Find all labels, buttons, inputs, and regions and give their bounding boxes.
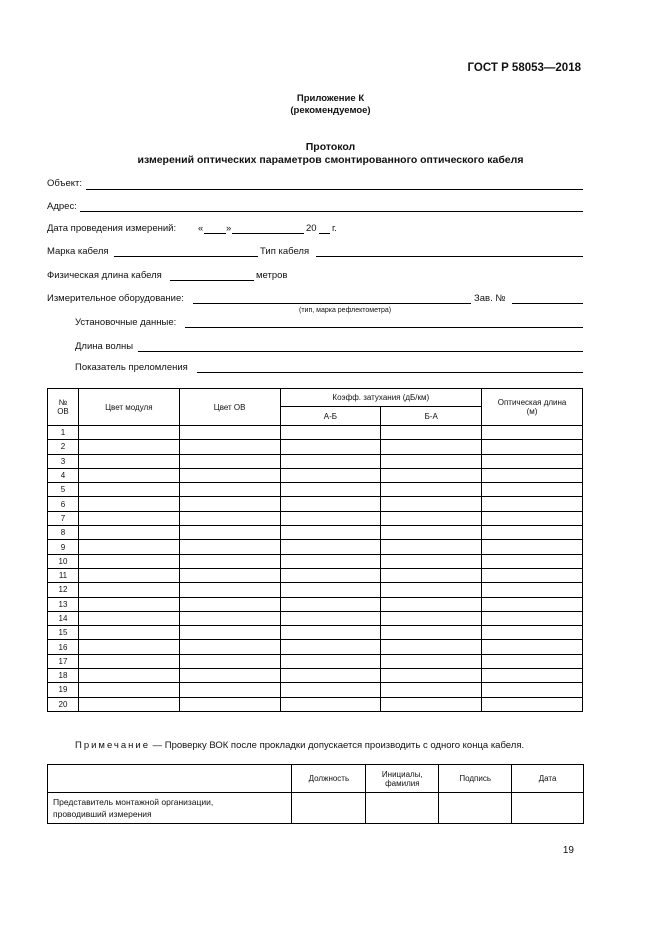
atten-ba-cell[interactable] bbox=[381, 554, 482, 568]
atten-ab-cell[interactable] bbox=[280, 511, 381, 525]
fiber-color-cell[interactable] bbox=[179, 426, 280, 440]
fiber-color-cell[interactable] bbox=[179, 468, 280, 482]
atten-ab-cell[interactable] bbox=[280, 626, 381, 640]
appendix-heading bbox=[0, 93, 661, 117]
atten-ab-cell[interactable] bbox=[280, 454, 381, 468]
appendix-title: Приложение К bbox=[296, 93, 365, 104]
physical-length-field[interactable] bbox=[170, 280, 254, 281]
col-fiber-number-line1: № bbox=[58, 398, 68, 407]
module-color-cell[interactable] bbox=[78, 554, 179, 568]
fiber-number-cell: 19 bbox=[48, 683, 79, 697]
module-color-cell[interactable] bbox=[78, 540, 179, 554]
optical-length-cell[interactable] bbox=[482, 683, 583, 697]
atten-ba-cell[interactable] bbox=[381, 526, 482, 540]
serial-field[interactable] bbox=[512, 303, 583, 304]
equipment-label: Измерительное оборудование: bbox=[47, 293, 184, 304]
atten-ba-cell[interactable] bbox=[381, 454, 482, 468]
sig-signature-cell[interactable] bbox=[439, 793, 512, 824]
fiber-number-cell: 3 bbox=[48, 454, 79, 468]
sig-col-initials bbox=[366, 765, 439, 793]
equipment-hint: (тип, марка рефлектометра) bbox=[299, 307, 392, 314]
date-year-prefix: 20 bbox=[306, 223, 317, 234]
protocol-subtitle: измерений оптических параметров смонтированного оптического кабеля bbox=[137, 154, 524, 166]
table-row bbox=[48, 483, 583, 497]
table-row bbox=[48, 426, 583, 440]
atten-ba-cell[interactable] bbox=[381, 583, 482, 597]
module-color-cell[interactable] bbox=[78, 497, 179, 511]
table-row bbox=[48, 640, 583, 654]
atten-ab-cell[interactable] bbox=[280, 640, 381, 654]
atten-ab-cell[interactable] bbox=[280, 483, 381, 497]
col-atten-ba: Б-А bbox=[381, 407, 482, 426]
date-close-quote: » bbox=[226, 223, 232, 234]
optical-length-cell[interactable] bbox=[482, 440, 583, 454]
optical-length-cell[interactable] bbox=[482, 626, 583, 640]
atten-ba-cell[interactable] bbox=[381, 611, 482, 625]
fiber-color-cell[interactable] bbox=[179, 440, 280, 454]
fiber-color-cell[interactable] bbox=[179, 583, 280, 597]
fiber-color-cell[interactable] bbox=[179, 497, 280, 511]
fiber-number-cell: 17 bbox=[48, 654, 79, 668]
optical-length-cell[interactable] bbox=[482, 526, 583, 540]
table-row bbox=[48, 440, 583, 454]
module-color-cell[interactable] bbox=[78, 640, 179, 654]
object-label: Объект: bbox=[47, 178, 82, 189]
table-row bbox=[48, 454, 583, 468]
optical-length-cell[interactable] bbox=[482, 497, 583, 511]
module-color-cell[interactable] bbox=[78, 626, 179, 640]
module-color-cell[interactable] bbox=[78, 468, 179, 482]
atten-ab-cell[interactable] bbox=[280, 654, 381, 668]
optical-length-cell[interactable] bbox=[482, 697, 583, 711]
sig-date-cell[interactable] bbox=[512, 793, 584, 824]
table-row bbox=[48, 497, 583, 511]
atten-ab-cell[interactable] bbox=[280, 697, 381, 711]
optical-length-cell[interactable] bbox=[482, 483, 583, 497]
object-field[interactable] bbox=[86, 189, 583, 190]
atten-ba-cell[interactable] bbox=[381, 483, 482, 497]
date-year-field[interactable] bbox=[319, 233, 330, 234]
sig-header-blank bbox=[48, 765, 292, 793]
col-fiber-number bbox=[48, 389, 79, 426]
optical-length-cell[interactable] bbox=[482, 669, 583, 683]
refraction-field[interactable] bbox=[197, 372, 583, 373]
fiber-color-cell[interactable] bbox=[179, 640, 280, 654]
col-optical-length bbox=[482, 389, 583, 426]
fiber-color-cell[interactable] bbox=[179, 611, 280, 625]
address-label: Адрес: bbox=[47, 201, 77, 212]
module-color-cell[interactable] bbox=[78, 669, 179, 683]
atten-ab-cell[interactable] bbox=[280, 426, 381, 440]
table-row bbox=[48, 626, 583, 640]
optical-length-cell[interactable] bbox=[482, 640, 583, 654]
atten-ba-cell[interactable] bbox=[381, 669, 482, 683]
fiber-number-cell: 9 bbox=[48, 540, 79, 554]
fiber-number-cell: 10 bbox=[48, 554, 79, 568]
optical-length-cell[interactable] bbox=[482, 426, 583, 440]
equipment-field[interactable] bbox=[193, 303, 471, 304]
protocol-title: Протокол bbox=[305, 141, 356, 153]
sig-row-label-line2: проводивший измерения bbox=[53, 809, 152, 819]
sig-col-initials-line1: Инициалы, bbox=[381, 769, 423, 779]
sig-initials-cell[interactable] bbox=[366, 793, 439, 824]
atten-ba-cell[interactable] bbox=[381, 426, 482, 440]
optical-length-cell[interactable] bbox=[482, 468, 583, 482]
optical-length-cell[interactable] bbox=[482, 597, 583, 611]
table-row bbox=[48, 683, 583, 697]
fiber-number-cell: 20 bbox=[48, 697, 79, 711]
optical-length-cell[interactable] bbox=[482, 611, 583, 625]
atten-ab-cell[interactable] bbox=[280, 497, 381, 511]
atten-ab-cell[interactable] bbox=[280, 583, 381, 597]
fiber-number-cell: 4 bbox=[48, 468, 79, 482]
wavelength-label: Длина волны bbox=[75, 341, 134, 352]
atten-ab-cell[interactable] bbox=[280, 611, 381, 625]
atten-ba-cell[interactable] bbox=[381, 568, 482, 582]
atten-ba-cell[interactable] bbox=[381, 511, 482, 525]
cable-brand-label: Марка кабеля bbox=[47, 246, 109, 257]
table-row bbox=[48, 468, 583, 482]
col-atten-ab: А-Б bbox=[280, 407, 381, 426]
fiber-number-cell: 5 bbox=[48, 483, 79, 497]
fiber-color-cell[interactable] bbox=[179, 697, 280, 711]
table-row bbox=[48, 654, 583, 668]
wavelength-field[interactable] bbox=[138, 351, 583, 352]
page-number: 19 bbox=[562, 845, 574, 856]
atten-ab-cell[interactable] bbox=[280, 526, 381, 540]
atten-ba-cell[interactable] bbox=[381, 497, 482, 511]
sig-row-label-line1: Представитель монтажной организации, bbox=[53, 797, 214, 807]
table-row bbox=[48, 554, 583, 568]
cable-brand-field[interactable] bbox=[114, 256, 258, 257]
note-dash: — bbox=[152, 740, 163, 751]
optical-length-cell[interactable] bbox=[482, 454, 583, 468]
atten-ba-cell[interactable] bbox=[381, 697, 482, 711]
sig-row-label bbox=[48, 793, 292, 824]
atten-ba-cell[interactable] bbox=[381, 597, 482, 611]
table-row bbox=[48, 597, 583, 611]
module-color-cell[interactable] bbox=[78, 697, 179, 711]
atten-ba-cell[interactable] bbox=[381, 540, 482, 554]
fiber-color-cell[interactable] bbox=[179, 483, 280, 497]
serial-label: Зав. № bbox=[474, 293, 506, 304]
atten-ab-cell[interactable] bbox=[280, 669, 381, 683]
atten-ba-cell[interactable] bbox=[381, 683, 482, 697]
atten-ba-cell[interactable] bbox=[381, 626, 482, 640]
fiber-number-cell: 13 bbox=[48, 597, 79, 611]
fiber-color-cell[interactable] bbox=[179, 654, 280, 668]
fiber-number-cell: 6 bbox=[48, 497, 79, 511]
sig-col-date: Дата bbox=[512, 765, 584, 793]
appendix-subtitle: (рекомендуемое) bbox=[290, 105, 371, 116]
fiber-color-cell[interactable] bbox=[179, 683, 280, 697]
col-optical-length-unit: (м) bbox=[526, 407, 538, 416]
optical-length-cell[interactable] bbox=[482, 568, 583, 582]
table-row bbox=[48, 611, 583, 625]
settings-field[interactable] bbox=[185, 327, 583, 328]
module-color-cell[interactable] bbox=[78, 483, 179, 497]
col-module-color: Цвет модуля bbox=[78, 389, 179, 426]
module-color-cell[interactable] bbox=[78, 440, 179, 454]
date-day-field[interactable] bbox=[204, 233, 226, 234]
module-color-cell[interactable] bbox=[78, 683, 179, 697]
fiber-number-cell: 2 bbox=[48, 440, 79, 454]
optical-length-cell[interactable] bbox=[482, 554, 583, 568]
protocol-heading bbox=[0, 141, 661, 167]
signature-table bbox=[47, 764, 584, 824]
atten-ab-cell[interactable] bbox=[280, 683, 381, 697]
atten-ab-cell[interactable] bbox=[280, 568, 381, 582]
fiber-number-cell: 18 bbox=[48, 669, 79, 683]
atten-ba-cell[interactable] bbox=[381, 468, 482, 482]
fiber-color-cell[interactable] bbox=[179, 669, 280, 683]
atten-ab-cell[interactable] bbox=[280, 440, 381, 454]
module-color-cell[interactable] bbox=[78, 611, 179, 625]
date-open-quote: « bbox=[198, 223, 204, 234]
atten-ba-cell[interactable] bbox=[381, 654, 482, 668]
table-row bbox=[48, 540, 583, 554]
module-color-cell[interactable] bbox=[78, 597, 179, 611]
meters-label: метров bbox=[256, 270, 288, 281]
fiber-number-cell: 7 bbox=[48, 511, 79, 525]
sig-col-position: Должность bbox=[292, 765, 366, 793]
fiber-color-cell[interactable] bbox=[179, 454, 280, 468]
physical-length-label: Физическая длина кабеля bbox=[47, 270, 162, 281]
table-row bbox=[48, 583, 583, 597]
atten-ab-cell[interactable] bbox=[280, 597, 381, 611]
fiber-number-cell: 12 bbox=[48, 583, 79, 597]
atten-ab-cell[interactable] bbox=[280, 540, 381, 554]
module-color-cell[interactable] bbox=[78, 426, 179, 440]
module-color-cell[interactable] bbox=[78, 526, 179, 540]
optical-length-cell[interactable] bbox=[482, 583, 583, 597]
note-label: Примечание bbox=[75, 740, 150, 751]
fiber-color-cell[interactable] bbox=[179, 554, 280, 568]
module-color-cell[interactable] bbox=[78, 568, 179, 582]
cable-type-field[interactable] bbox=[316, 256, 583, 257]
optical-length-cell[interactable] bbox=[482, 654, 583, 668]
settings-label: Установочные данные: bbox=[75, 317, 177, 328]
module-color-cell[interactable] bbox=[78, 454, 179, 468]
fiber-color-cell[interactable] bbox=[179, 526, 280, 540]
atten-ba-cell[interactable] bbox=[381, 440, 482, 454]
table-row bbox=[48, 669, 583, 683]
atten-ab-cell[interactable] bbox=[280, 554, 381, 568]
cable-type-label: Тип кабеля bbox=[260, 246, 310, 257]
table-row bbox=[48, 511, 583, 525]
sig-col-signature: Подпись bbox=[439, 765, 512, 793]
fiber-number-cell: 11 bbox=[48, 568, 79, 582]
table-row bbox=[48, 568, 583, 582]
col-optical-length-line1: Оптическая длина bbox=[497, 398, 567, 407]
col-attenuation: Коэфф. затухания (дБ/км) bbox=[280, 389, 482, 407]
optical-length-cell[interactable] bbox=[482, 511, 583, 525]
sig-col-initials-line2: фамилия bbox=[385, 778, 420, 788]
fiber-color-cell[interactable] bbox=[179, 568, 280, 582]
note bbox=[75, 740, 524, 751]
table-row bbox=[48, 526, 583, 540]
date-g-label: г. bbox=[332, 223, 337, 234]
optical-length-cell[interactable] bbox=[482, 540, 583, 554]
module-color-cell[interactable] bbox=[78, 654, 179, 668]
date-label: Дата проведения измерений: bbox=[47, 223, 177, 234]
module-color-cell[interactable] bbox=[78, 511, 179, 525]
col-fiber-color: Цвет ОВ bbox=[179, 389, 280, 426]
fiber-color-cell[interactable] bbox=[179, 626, 280, 640]
fiber-number-cell: 16 bbox=[48, 640, 79, 654]
fiber-color-cell[interactable] bbox=[179, 511, 280, 525]
fiber-color-cell[interactable] bbox=[179, 540, 280, 554]
note-text: Проверку ВОК после прокладки допускается производить с одного конца кабеля. bbox=[164, 740, 525, 751]
col-fiber-number-line2: ОВ bbox=[57, 407, 69, 416]
standard-number: ГОСТ Р 58053—2018 bbox=[467, 62, 581, 74]
measurement-table bbox=[47, 388, 583, 712]
sig-position-cell[interactable] bbox=[292, 793, 366, 824]
fiber-number-cell: 15 bbox=[48, 626, 79, 640]
fiber-number-cell: 1 bbox=[48, 426, 79, 440]
atten-ab-cell[interactable] bbox=[280, 468, 381, 482]
module-color-cell[interactable] bbox=[78, 583, 179, 597]
date-month-field[interactable] bbox=[232, 233, 304, 234]
table-row bbox=[48, 697, 583, 711]
fiber-number-cell: 14 bbox=[48, 611, 79, 625]
fiber-color-cell[interactable] bbox=[179, 597, 280, 611]
address-field[interactable] bbox=[80, 211, 583, 212]
atten-ba-cell[interactable] bbox=[381, 640, 482, 654]
refraction-label: Показатель преломления bbox=[75, 362, 188, 373]
fiber-number-cell: 8 bbox=[48, 526, 79, 540]
